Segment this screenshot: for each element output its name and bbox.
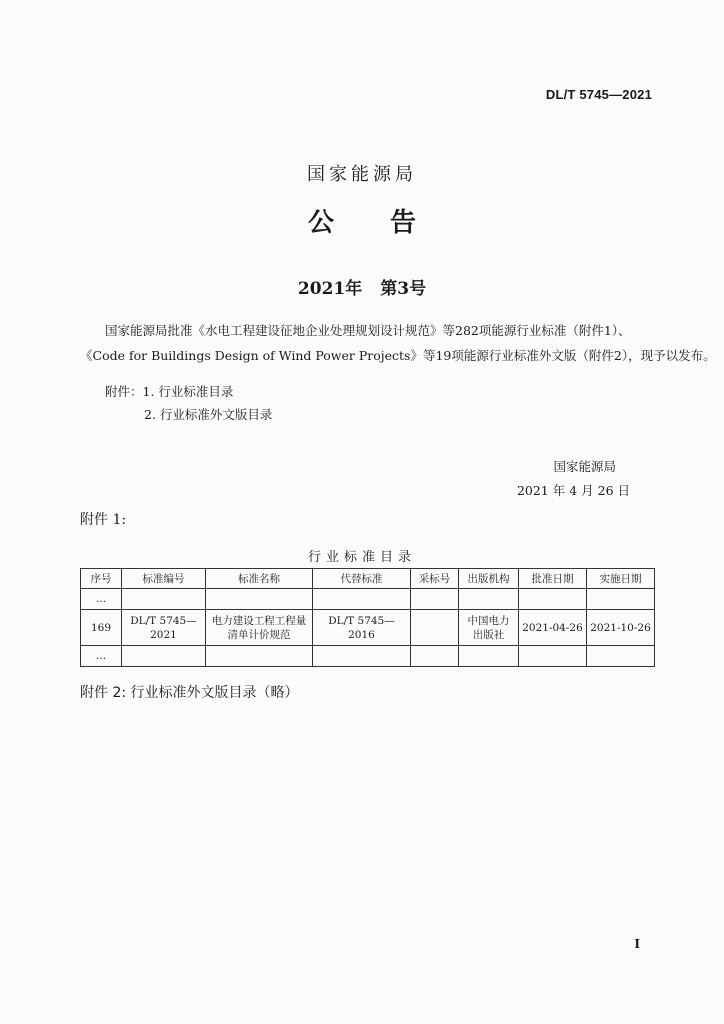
table-cell [459, 646, 519, 667]
table-row [81, 589, 655, 610]
attachment-item-1: 附件：1. 行业标准目录 [105, 384, 234, 399]
column-header: 代替标准 [313, 569, 411, 589]
notice-body-line-2: 《Code for Buildings Design of Wind Power Projects》等19项能源行业标准外文版（附件2），现予以发布。 [80, 348, 716, 363]
ellipsis-cell: … [81, 646, 122, 667]
column-header: 采标号 [411, 569, 459, 589]
cell-line: 出版社 [472, 628, 505, 641]
issue-year: 2021年 [297, 279, 363, 299]
table-cell [587, 646, 655, 667]
appendix-1-label: 附件 1: [80, 512, 127, 528]
table-cell [122, 646, 206, 667]
table-cell [206, 646, 313, 667]
standards-catalog-table [80, 568, 655, 667]
notice-body [80, 318, 716, 368]
appendix-2-label: 附件 2: 行业标准外文版目录（略） [80, 685, 299, 701]
table-cell [411, 589, 459, 610]
signature-org: 国家能源局 [553, 459, 616, 474]
catalog-table-title: 行业标准目录 [307, 550, 416, 565]
table-cell [519, 646, 587, 667]
cell-line: 2021 [150, 628, 177, 641]
table-cell [459, 589, 519, 610]
notice-title-char-1: 公 [307, 208, 334, 238]
table-cell [519, 589, 587, 610]
page-number: I [634, 937, 640, 951]
table-cell [206, 589, 313, 610]
column-header: 出版机构 [459, 569, 519, 589]
table-cell [313, 589, 411, 610]
adopted-no-cell [411, 610, 459, 646]
signature-date: 2021 年 4 月 26 日 [516, 483, 630, 498]
ellipsis-cell: … [81, 589, 122, 610]
table-cell [122, 589, 206, 610]
cell-line: 电力建设工程工程量 [211, 614, 307, 627]
notice-body-line-1: 国家能源局批准《水电工程建设征地企业处理规划设计规范》等282项能源行业标准（附件1）、 [105, 323, 631, 338]
table-cell [587, 589, 655, 610]
table-cell [411, 646, 459, 667]
column-header: 标准编号 [122, 569, 206, 589]
approval-date-cell: 2021-04-26 [519, 610, 587, 646]
table-row [81, 646, 655, 667]
table-cell [313, 646, 411, 667]
cell-line: 中国电力 [467, 614, 510, 627]
effective-date-cell: 2021-10-26 [587, 610, 655, 646]
cell-line: 清单计价规范 [227, 628, 291, 641]
column-header: 实施日期 [587, 569, 655, 589]
publisher-cell [459, 610, 519, 646]
column-header: 标准名称 [206, 569, 313, 589]
standard-code-cell [122, 610, 206, 646]
seq-cell: 169 [81, 610, 122, 646]
notice-title-char-2: 告 [390, 208, 417, 238]
notice-title [0, 202, 724, 239]
issue-sequence: 第3号 [380, 279, 427, 299]
attachment-item-2: 2. 行业标准外文版目录 [144, 407, 273, 422]
column-header: 批准日期 [519, 569, 587, 589]
replaces-cell: DL/T 5745—2016 [313, 610, 411, 646]
issue-number [0, 274, 724, 299]
table-row [81, 610, 655, 646]
table-header-row [81, 569, 655, 589]
column-header: 序号 [81, 569, 122, 589]
issuer-heading: 国家能源局 [307, 164, 417, 185]
attachments-list [105, 380, 272, 426]
standard-name-cell [206, 610, 313, 646]
cell-line: DL/T 5745— [130, 614, 197, 627]
signature-block [517, 455, 630, 503]
standard-code: DL/T 5745—2021 [545, 87, 652, 102]
